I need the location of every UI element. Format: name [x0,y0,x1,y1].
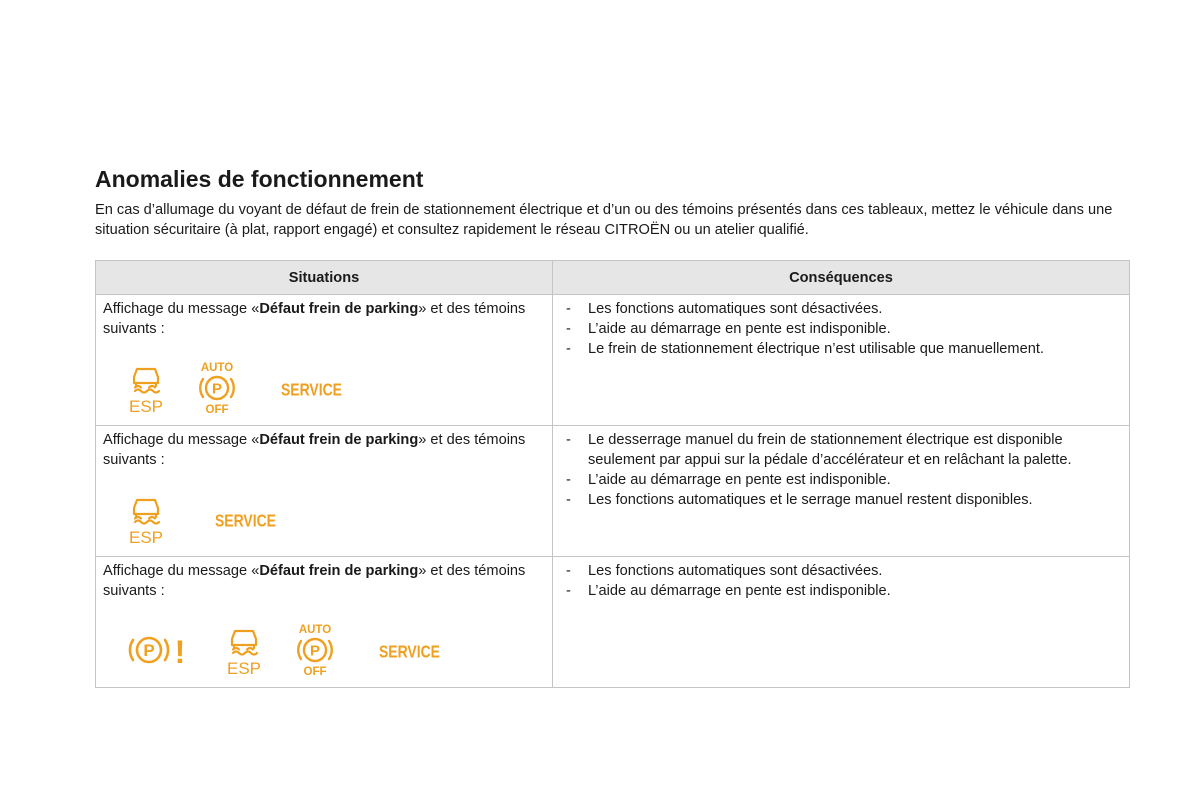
svg-text:ESP: ESP [128,528,164,546]
situation-message: Affichage du message «Défaut frein de parking» et des témoins suivants : [103,432,526,468]
service-icon [215,507,281,531]
svg-text:P: P [211,380,223,398]
consequences-cell [553,557,1130,688]
auto-p-off-icon [293,622,337,678]
consequences-cell [553,295,1130,426]
situation-message: Affichage du message «Défaut frein de parking» et des témoins suivants : [103,301,526,337]
warning-lights [103,357,545,419]
esp-icon [127,492,165,546]
table-row [96,426,1130,557]
list-item: - Les fonctions automatiques et le serrage manuel restent disponibles. [588,490,1122,510]
service-icon [281,376,347,400]
table-header-row [96,261,1130,295]
situation-cell [96,295,553,426]
table-row [96,557,1130,688]
consequences-list [560,561,1122,601]
header-situations: Situations [96,261,553,295]
auto-p-off-icon [195,360,239,416]
svg-text:AUTO: AUTO [298,624,332,636]
parking-brake-fault-icon [125,628,187,672]
svg-text:OFF: OFF [205,404,229,416]
list-item: - Les fonctions automatiques sont désactivées. [588,299,1122,319]
warning-lights [103,488,545,550]
esp-icon [127,361,165,415]
warning-lights [103,619,545,681]
svg-text:!: ! [174,634,186,670]
list-item: - Le desserrage manuel du frein de stationnement électrique est disponible seulement par appui sur la pédale d’accélérateur et en relâchant la palette. [588,430,1122,470]
table-row [96,295,1130,426]
svg-text:OFF: OFF [303,666,327,678]
service-icon [379,638,445,662]
svg-text:ESP: ESP [226,659,262,677]
header-consequences: Conséquences [553,261,1130,295]
list-item: - Le frein de stationnement électrique n’est utilisable que manuellement. [588,339,1122,359]
svg-text:P: P [309,642,321,660]
svg-text:SERVICE: SERVICE [281,381,342,400]
list-item: - L’aide au démarrage en pente est indisponible. [588,319,1122,339]
list-item: - L’aide au démarrage en pente est indisponible. [588,470,1122,490]
list-item: - L’aide au démarrage en pente est indisponible. [588,581,1122,601]
list-item: - Les fonctions automatiques sont désactivées. [588,561,1122,581]
svg-text:SERVICE: SERVICE [379,643,440,662]
svg-text:ESP: ESP [128,397,164,415]
situation-cell [96,426,553,557]
page-title: Anomalies de fonctionnement [95,166,424,192]
svg-text:AUTO: AUTO [200,362,234,374]
anomalies-table [95,260,1130,688]
consequences-list [560,299,1122,359]
consequences-list [560,430,1122,510]
situation-cell [96,557,553,688]
svg-text:SERVICE: SERVICE [215,512,276,531]
svg-text:P: P [143,641,155,660]
intro-paragraph: En cas d’allumage du voyant de défaut de frein de stationnement électrique et d’un ou des témoins présentés dans ces tableaux, mettez le véhicule dans une situation sécuritaire (à plat, rapport engagé) et consultez rapidement le réseau CITROËN ou un atelier qualifié. [95,202,1113,238]
situation-message: Affichage du message «Défaut frein de parking» et des témoins suivants : [103,563,526,599]
esp-icon [225,623,263,677]
consequences-cell [553,426,1130,557]
